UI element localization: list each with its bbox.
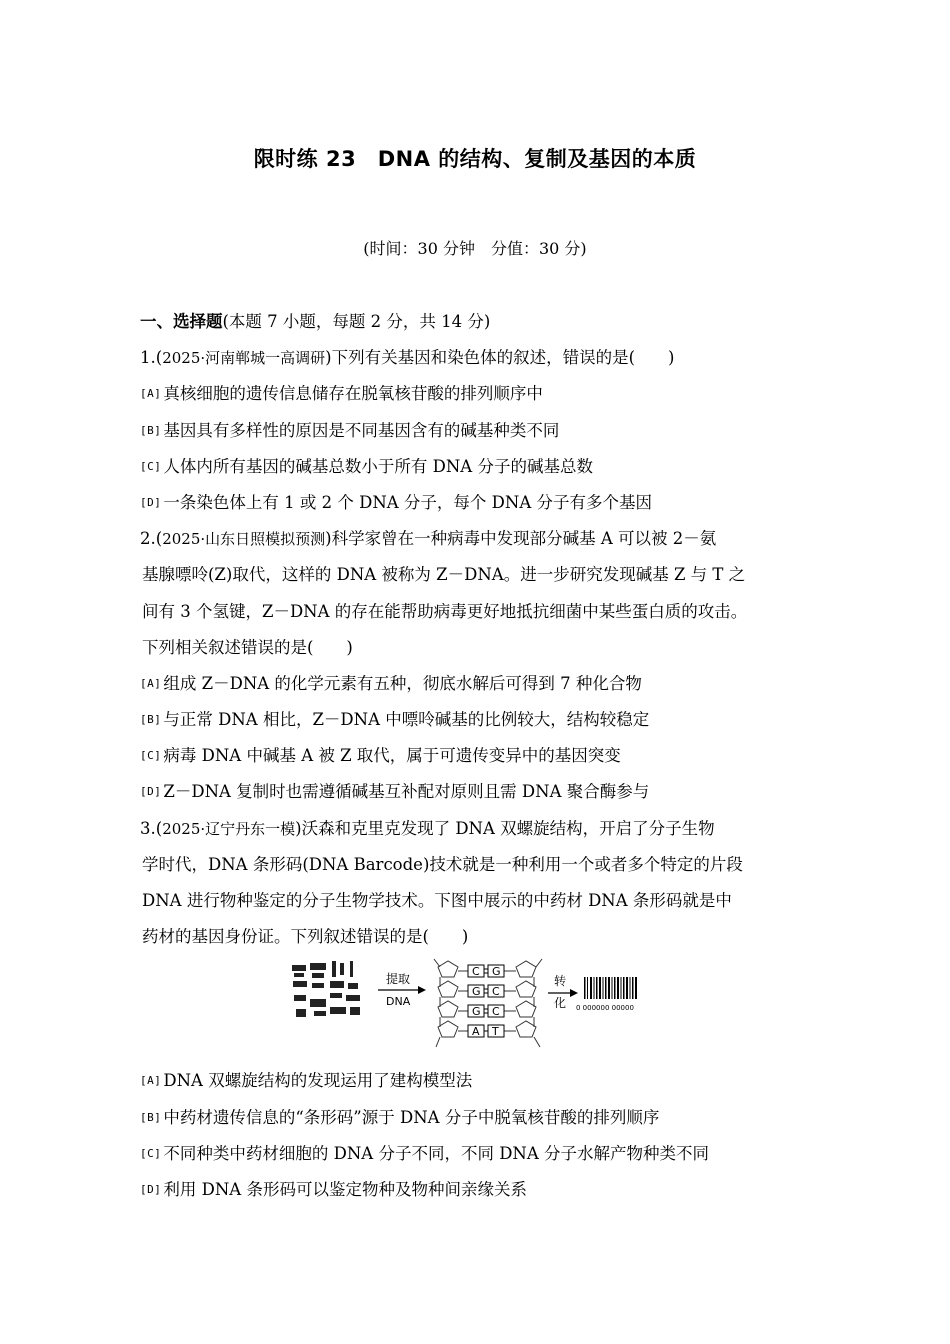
barcode-digits: 0 000000 00000 xyxy=(576,1004,634,1013)
extract-arrow-head xyxy=(418,986,426,994)
option-label: [B] xyxy=(140,713,162,727)
option-text: 利用 DNA 条形码可以鉴定物种及物种间亲缘关系 xyxy=(163,1179,527,1199)
option-label: [B] xyxy=(140,423,162,437)
question-2-stem-cont: 间有 3 个氢键，Z－DNA 的存在能帮助病毒更好地抵抗细菌中某些蛋白质的攻击。 xyxy=(142,601,748,621)
question-2-stem xyxy=(140,521,830,557)
option-label: [A] xyxy=(140,676,162,690)
section-note: (本题 7 小题，每题 2 分，共 14 分) xyxy=(222,312,491,331)
question-1-stem xyxy=(140,340,830,376)
section-heading xyxy=(140,304,830,340)
dna-barcode-diagram xyxy=(290,955,650,1055)
question-number: 3.( xyxy=(140,818,163,838)
q3-option-a[interactable] xyxy=(140,1063,830,1099)
q2-option-b[interactable] xyxy=(140,702,830,738)
herbal-materials-illustration xyxy=(292,961,360,1017)
question-3-stem-cont: DNA 进行物种鉴定的分子生物学技术。下图中展示的中药材 DNA 条形码就是中 xyxy=(142,891,732,910)
base-letter: A xyxy=(472,1025,480,1039)
question-3-stem-cont: 学时代，DNA 条形码(DNA Barcode)技术就是一种利用一个或者多个特定的片段 xyxy=(142,854,743,874)
question-text: )沃森和克里克发现了 DNA 双螺旋结构，开启了分子生物 xyxy=(295,818,715,838)
question-text: )科学家曾在一种病毒中发现部分碱基 A 可以被 2－氨 xyxy=(325,529,717,549)
question-source: 2025·辽宁丹东一模 xyxy=(162,819,296,838)
q3-option-b[interactable] xyxy=(140,1100,830,1136)
convert-arrow-head xyxy=(570,989,578,997)
document-body xyxy=(140,304,830,1208)
dna-barcode-figure xyxy=(140,955,830,1063)
option-label: [A] xyxy=(140,1074,162,1088)
option-text: Z－DNA 复制时也需遵循碱基互补配对原则且需 DNA 聚合酶参与 xyxy=(163,782,650,802)
q2-option-c[interactable] xyxy=(140,738,830,774)
extract-label: 提取 xyxy=(386,972,411,987)
base-letter: C xyxy=(472,965,480,979)
option-text: 中药材遗传信息的“条形码”源于 DNA 分子中脱氧核苷酸的排列顺序 xyxy=(163,1107,660,1127)
q3-option-d[interactable] xyxy=(140,1172,830,1208)
option-label: [D] xyxy=(140,1182,162,1196)
q1-option-d[interactable] xyxy=(140,485,830,521)
question-3-stem-cont: 药材的基因身份证。下列叙述错误的是( ) xyxy=(142,927,469,947)
q2-option-d[interactable] xyxy=(140,774,830,810)
option-text: 不同种类中药材细胞的 DNA 分子不同，不同 DNA 分子水解产物种类不同 xyxy=(163,1143,710,1163)
question-number: 2.( xyxy=(140,529,163,549)
base-letter: C xyxy=(492,985,500,999)
option-text: 组成 Z－DNA 的化学元素有五种，彻底水解后可得到 7 种化合物 xyxy=(163,673,642,693)
option-text: 真核细胞的遗传信息储存在脱氧核苷酸的排列顺序中 xyxy=(163,384,543,404)
option-label: [D] xyxy=(140,785,162,799)
section-title: 一、选择题 xyxy=(140,312,223,331)
question-source: 2025·河南郸城一高调研 xyxy=(162,349,326,368)
base-letter: G xyxy=(492,965,501,979)
option-text: 人体内所有基因的碱基总数小于所有 DNA 分子的碱基总数 xyxy=(163,456,593,476)
time-score-info: (时间：30 分钟 分值：30 分) xyxy=(363,239,587,258)
page-title: 限时练 23 DNA 的结构、复制及基因的本质 xyxy=(253,147,697,171)
barcode-icon xyxy=(584,977,637,999)
option-label: [C] xyxy=(140,1146,162,1160)
base-letter: C xyxy=(492,1005,500,1019)
q1-option-c[interactable] xyxy=(140,449,830,485)
q2-option-a[interactable] xyxy=(140,666,830,702)
option-text: 一条染色体上有 1 或 2 个 DNA 分子，每个 DNA 分子有多个基因 xyxy=(163,492,652,512)
extract-label-dna: DNA xyxy=(386,995,411,1009)
question-3-stem xyxy=(140,811,830,847)
option-text: 病毒 DNA 中碱基 A 被 Z 取代，属于可遗传变异中的基因突变 xyxy=(163,746,621,766)
question-2-stem-cont: 基腺嘌呤(Z)取代，这样的 DNA 被称为 Z－DNA。进一步研究发现碱基 Z 与 T 之 xyxy=(142,565,746,585)
base-pairs xyxy=(468,965,504,1038)
question-number: 1.( xyxy=(140,348,163,368)
question-2-stem-cont: 下列相关叙述错误的是( ) xyxy=(142,637,353,657)
option-label: [D] xyxy=(140,495,162,509)
convert-label: 转 xyxy=(554,974,567,989)
question-source: 2025·山东日照模拟预测 xyxy=(162,530,326,549)
q1-option-b[interactable] xyxy=(140,413,830,449)
base-letter: G xyxy=(472,985,481,999)
option-label: [C] xyxy=(140,459,162,473)
option-label: [A] xyxy=(140,387,162,401)
base-letter: T xyxy=(492,1025,499,1039)
convert-label-2: 化 xyxy=(554,996,567,1011)
base-letter: G xyxy=(472,1005,481,1019)
option-text: 基因具有多样性的原因是不同基因含有的碱基种类不同 xyxy=(163,420,560,440)
option-text: DNA 双螺旋结构的发现运用了建构模型法 xyxy=(163,1071,473,1091)
q3-option-c[interactable] xyxy=(140,1136,830,1172)
option-text: 与正常 DNA 相比，Z－DNA 中嘌呤碱基的比例较大，结构较稳定 xyxy=(163,710,650,730)
q1-option-a[interactable] xyxy=(140,376,830,412)
option-label: [B] xyxy=(140,1110,162,1124)
option-label: [C] xyxy=(140,749,162,763)
question-text: )下列有关基因和染色体的叙述，错误的是( ) xyxy=(325,348,675,368)
